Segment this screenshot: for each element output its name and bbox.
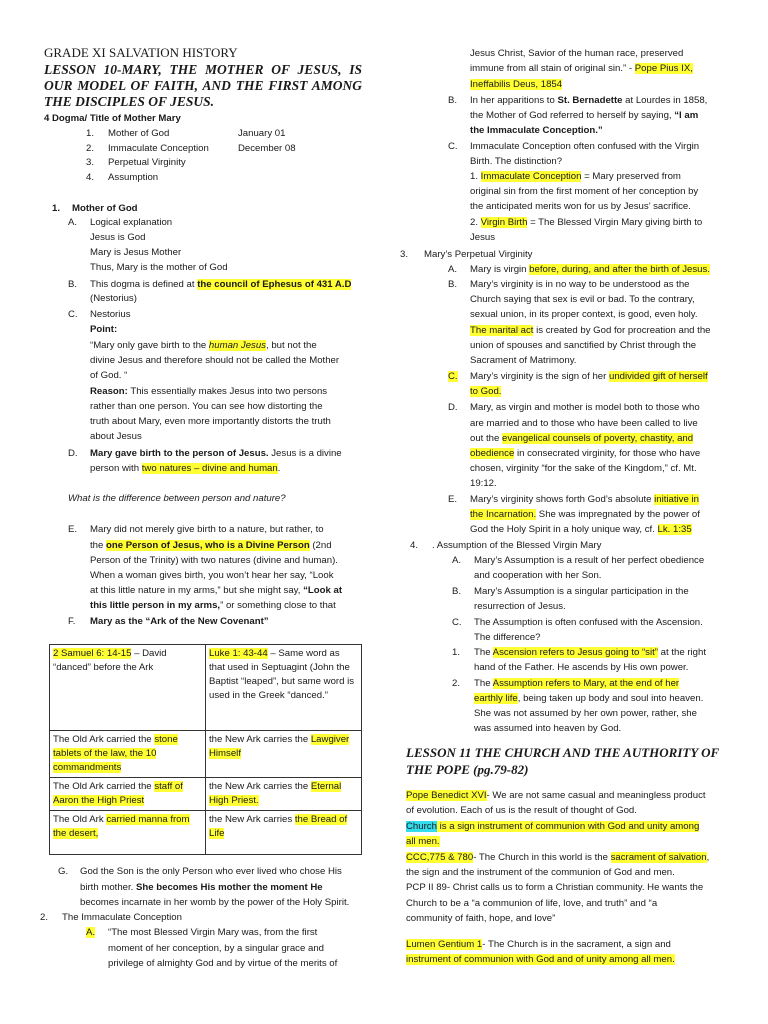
- table-cell: 2 Samuel 6: 14-15 – David “danced” before the Ark: [50, 645, 206, 731]
- table-cell: Luke 1: 43-44 – Same word as that used in Septuagint (John the Baptist “leaped”, but same word is used in the Greek “danced.”: [206, 645, 362, 731]
- section-heading-assumption: . Assumption of the Blessed Virgin Mary: [432, 540, 602, 551]
- section-heading-immaculate: The Immaculate Conception: [62, 912, 182, 923]
- table-cell: The Old Ark carried the staff of Aaron the High Priest: [50, 778, 206, 811]
- section-heading-perpetual: Mary’s Perpetual Virginity: [424, 249, 533, 260]
- table-cell: the New Ark carries the Lawgiver Himself: [206, 731, 362, 778]
- dogma-item: Mother of God: [108, 128, 170, 139]
- dogma-date: December 08: [238, 143, 296, 154]
- dogma-item: Assumption: [108, 172, 159, 183]
- section-heading-mother-of-god: Mother of God: [72, 203, 138, 214]
- lesson11-title-line2: THE POPE (pg.79-82): [406, 762, 529, 777]
- table-cell: The Old Ark carried the stone tablets of the law, the 10 commandments: [50, 731, 206, 778]
- dogma-date: January 01: [238, 128, 286, 139]
- question: What is the difference between person and nature?: [68, 493, 286, 504]
- dogma-item: Perpetual Virginity: [108, 157, 186, 168]
- table-cell: The Old Ark carried manna from the desert,: [50, 811, 206, 855]
- ephesus-highlight: the council of Ephesus of 431 A.D: [197, 279, 352, 290]
- lesson10-title: LESSON 10-MARY, THE MOTHER OF JESUS, IS OUR MODEL OF FAITH, AND THE FIRST AMONG THE DISCIPLES OF JESUS.: [44, 62, 362, 109]
- grade-heading: GRADE XI SALVATION HISTORY: [44, 45, 238, 60]
- table-cell: the New Ark carries the Bread of Life: [206, 811, 362, 855]
- dogma-item: Immaculate Conception: [108, 143, 209, 154]
- lesson11-title-line1: LESSON 11 THE CHURCH AND THE AUTHORITY OF: [406, 745, 720, 760]
- logical-explanation: Logical explanation: [90, 217, 173, 228]
- ark-comparison-table: [49, 644, 362, 855]
- dogma-heading: 4 Dogma/ Title of Mother Mary: [44, 113, 181, 124]
- table-cell: the New Ark carries the Eternal High Priest.: [206, 778, 362, 811]
- section-num: 1.: [52, 203, 61, 214]
